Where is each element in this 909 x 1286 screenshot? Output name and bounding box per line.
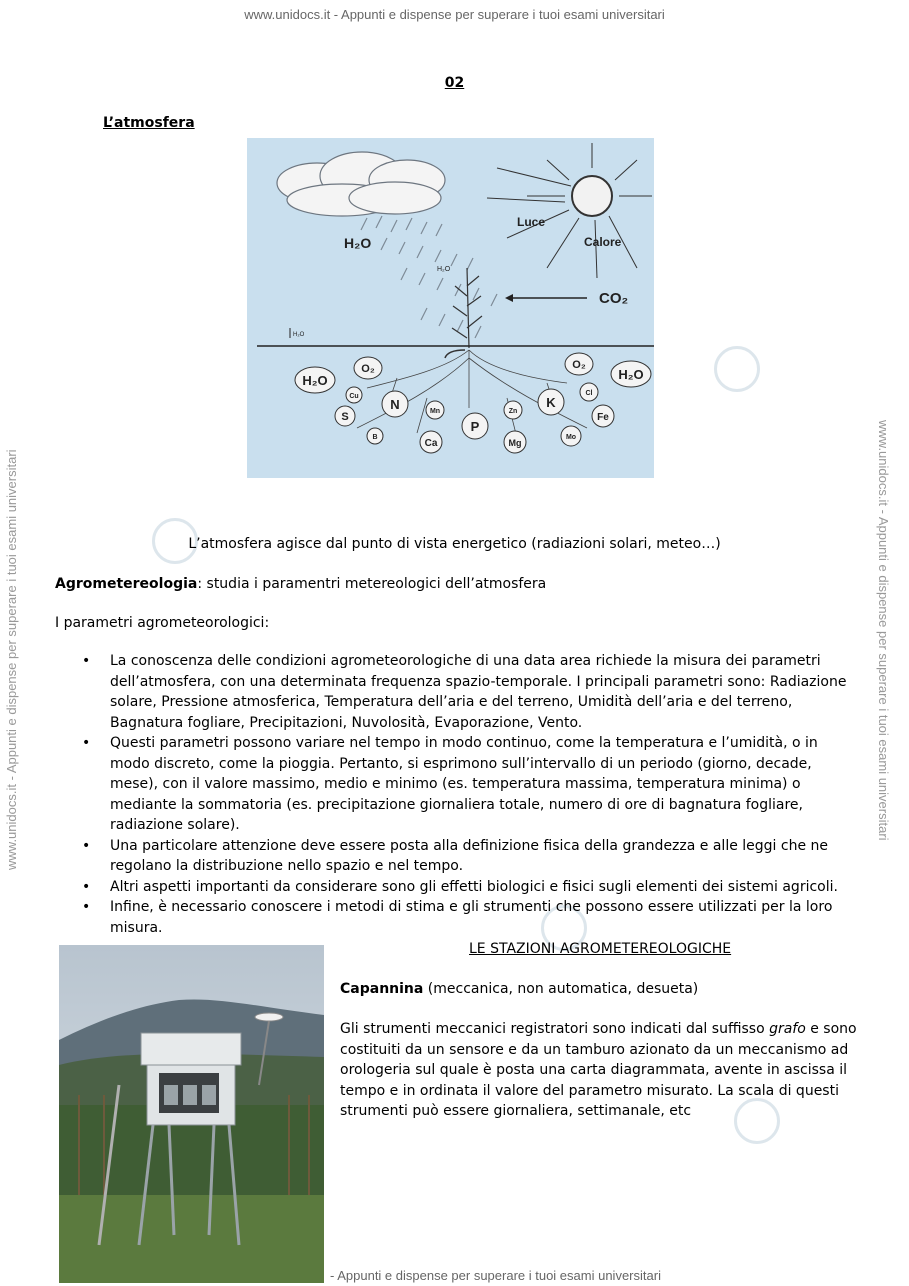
capannina-line [340, 981, 698, 997]
svg-text:Cu: Cu [349, 393, 359, 400]
s-label: S [341, 411, 349, 423]
svg-text:Ca: Ca [424, 438, 438, 449]
svg-text:Mn: Mn [429, 408, 441, 415]
watermark-side-right: www.unidocs.it - Appunti e dispense per superare i tuoi esami universitari [876, 420, 891, 841]
definition-text: : studia i paramentri metereologici dell’atmosfera [197, 576, 547, 592]
watermark-header [0, 4, 909, 24]
list-item: • La conoscenza delle condizioni agrometeorologiche di una data area richiede la misura dei parametri dell’atmosfera, con una determinata frequenza spazio-temporale. I principali parametri sono: Radiazione solare, Pressione atmosferica, Temperatura dell’aria e del terreno, Umidità dell’aria e del terreno, Bagnatura fogliare, Precipitazioni, Nuvolosità, Evaporazione, Vento. [55, 651, 855, 733]
luce-label: Luce [517, 215, 546, 229]
h2o-ground-left-label: H₂O [302, 373, 328, 388]
instruments-paragraph [340, 1019, 860, 1122]
svg-text:Cl: Cl [585, 390, 593, 397]
svg-text:Mo: Mo [565, 434, 577, 441]
o2-right-label: O₂ [572, 359, 586, 371]
watermark-side-left: www.unidocs.it - Appunti e dispense per superare i tuoi esami universitari [4, 449, 19, 870]
definition-term: Agrometereologia [55, 576, 198, 592]
stations-title: LE STAZIONI AGROMETEREOLOGICHE [469, 941, 732, 957]
params-title: I parametri agrometeorologici: [55, 615, 270, 631]
diagram-caption: L’atmosfera agisce dal punto di vista energetico (radiazioni solari, meteo…) [188, 536, 721, 552]
svg-text:Mg: Mg [508, 438, 522, 448]
weather-station-photo [59, 945, 324, 1283]
capannina-text: (meccanica, non automatica, desueta) [423, 981, 699, 997]
svg-text:Fe: Fe [597, 412, 609, 423]
list-item: • Questi parametri possono variare nel tempo in modo continuo, come la temperatura e l’umidità, o in modo discreto, come la pioggia. Pertanto, si esprimono sull’intervallo di un periodo (giorno, decade, mese), con il valore massimo, medio e minimo (es. temperatura massima, temperatura minima) o mediante la sommatoria (es. precipitazione giornaliera totale, numero di ore di bagnatura fogliare, radiazione solare). [55, 733, 855, 836]
watermark-logo-icon [714, 346, 760, 392]
definition-line [55, 576, 546, 592]
instruments-text-before: Gli strumenti meccanici registratori sono indicati dal suffisso [340, 1021, 770, 1037]
instruments-text-after: e sono costituiti da un sensore e da un tamburo azionato da un meccanismo ad orologeria sul quale è posta una carta diagrammata, avente in ascissa il tempo e in ordinata il valore del parametro misurato. La scala di questi strumenti può essere giornaliera, settimanale, etc [340, 1021, 857, 1119]
p-label: P [470, 419, 480, 434]
co2-label: CO₂ [599, 290, 629, 307]
capannina-term: Capannina [340, 981, 424, 997]
list-item: • Una particolare attenzione deve essere posta alla definizione fisica della grandezza e alle leggi che ne regolano la distribuzione nello spazio e nel tempo. [55, 836, 855, 877]
h2o-rain-label: H₂O [344, 235, 372, 251]
section-title: L’atmosfera [103, 115, 195, 131]
atmosphere-plant-diagram [247, 138, 654, 478]
calore-label: Calore [584, 235, 622, 249]
watermark-header-text: www.unidocs.it - Appunti e dispense per superare i tuoi esami universitari [244, 7, 665, 22]
page-number: 02 [444, 75, 465, 91]
k-label: K [546, 395, 556, 410]
params-list [55, 651, 855, 938]
svg-text:B: B [372, 434, 378, 441]
list-item: • Altri aspetti importanti da considerare sono gli effetti biologici e fisici sugli elementi dei sistemi agricoli. [55, 877, 855, 898]
h2o-small-label: H₂O [437, 266, 451, 273]
n-label: N [390, 397, 400, 412]
h2o-ground-right-label: H₂O [618, 367, 644, 382]
svg-text:H₂O: H₂O [293, 332, 305, 338]
o2-left-label: O₂ [361, 363, 375, 375]
watermark-footer: - Appunti e dispense per superare i tuoi esami universitari [330, 1268, 661, 1283]
list-item: • Infine, è necessario conoscere i metodi di stima e gli strumenti che possono essere utilizzati per la loro misura. [55, 897, 855, 938]
instruments-italic-term: grafo [769, 1021, 806, 1037]
svg-text:Zn: Zn [508, 408, 518, 415]
